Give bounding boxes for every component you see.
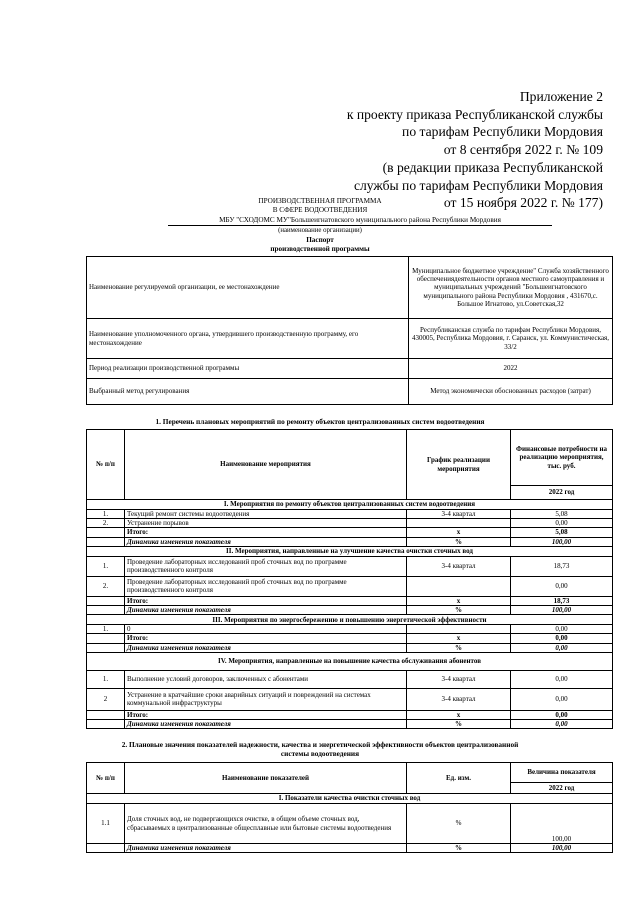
dynamics-value: 0,00	[511, 720, 613, 729]
passport-label: Выбранный метод регулирования	[87, 379, 409, 405]
passport-row	[87, 319, 613, 359]
total-x: х	[407, 710, 511, 719]
passport-value: Муниципальное бюджетное учреждение" Служба хозяйственного обеспечениядеятельности органов местного самоуправления и муниципальных учреждений "Большеигнатовского муниципального района Республики Мордовия , 431670,с. Большое Игнатово, ул.Советская,32	[409, 257, 613, 319]
group-title-row	[87, 500, 613, 510]
group-title-row	[87, 794, 613, 804]
col-unit-header: Ед. изм.	[407, 763, 511, 794]
indicators-table	[86, 762, 613, 853]
dynamics-value: 100,00	[511, 537, 613, 546]
header-line: (в редакции приказа Республиканской	[382, 159, 603, 175]
row-schedule: 3-4 квартал	[407, 556, 511, 576]
dynamics-row	[87, 844, 613, 853]
dynamics-row	[87, 537, 613, 546]
passport-row	[87, 257, 613, 319]
row-unit: %	[407, 804, 511, 844]
total-label: Итого:	[125, 596, 407, 605]
passport-row	[87, 379, 613, 405]
row-schedule	[407, 576, 511, 596]
table-row	[87, 804, 613, 844]
group-title: III. Мероприятия по энергосбережению и повышению энергетической эффективности	[87, 615, 613, 625]
row-schedule: 3-4 квартал	[407, 688, 511, 710]
passport-title: Паспорт	[306, 236, 334, 244]
row-num: 1.	[87, 510, 125, 519]
total-x: х	[407, 596, 511, 605]
group-title-row	[87, 652, 613, 670]
group-title-row	[87, 546, 613, 556]
total-x: х	[407, 634, 511, 643]
row-schedule: 3-4 квартал	[407, 670, 511, 688]
row-value: 0,00	[511, 625, 613, 634]
table-row	[87, 688, 613, 710]
row-value: 18,73	[511, 556, 613, 576]
header-line: от 8 сентября 2022 г. № 109	[443, 142, 603, 158]
appendix-header	[273, 88, 603, 212]
total-row	[87, 596, 613, 605]
dynamics-unit: %	[407, 720, 511, 729]
dynamics-unit: %	[407, 537, 511, 546]
passport-value: 2022	[409, 359, 613, 379]
passport-value: Республиканская служба по тарифам Республики Мордовия, 430005, Республика Мордовия, г. Саранск, ул. Коммунистическая, 33/2	[409, 319, 613, 359]
col-year-header: 2022 год	[511, 783, 613, 794]
passport-value: Метод экономически обоснованных расходов (затрат)	[409, 379, 613, 405]
table-row	[87, 670, 613, 688]
program-title: ПРОИЗВОДСТВЕННАЯ ПРОГРАММА	[258, 197, 382, 205]
col-name-header: Наименование показателей	[125, 763, 407, 794]
col-finance-header: Финансовые потребности на реализацию мероприятия, тыс. руб.	[511, 430, 613, 486]
total-row	[87, 528, 613, 537]
dynamics-value: 0,00	[511, 643, 613, 652]
table-row	[87, 510, 613, 519]
total-value: 18,73	[511, 596, 613, 605]
dynamics-label: Динамика изменения показателя	[125, 606, 407, 615]
col-num-header: № п/п	[87, 430, 125, 500]
row-num: 1.	[87, 556, 125, 576]
group-title: I. Мероприятия по ремонту объектов централизованных систем водоотведения	[87, 500, 613, 510]
total-x: х	[407, 528, 511, 537]
row-num: 1.	[87, 625, 125, 634]
table-row	[87, 556, 613, 576]
passport-subtitle: производственной программы	[270, 245, 370, 253]
passport-label: Наименование уполномоченного органа, утвердившего производственную программу, его местонахождение	[87, 319, 409, 359]
total-row	[87, 710, 613, 719]
dynamics-unit: %	[407, 606, 511, 615]
program-subtitle: В СФЕРЕ ВОДООТВЕДЕНИЯ	[272, 206, 368, 214]
total-value: 0,00	[511, 634, 613, 643]
total-label: Итого:	[125, 528, 407, 537]
org-name: МБУ "СХОДОМС МУ"Большеигнатовского муниципального района Республики Мордовия	[168, 216, 552, 226]
passport-label: Период реализации производственной программы	[87, 359, 409, 379]
row-num: 2.	[87, 576, 125, 596]
dynamics-unit: %	[407, 643, 511, 652]
row-num: 1.1	[87, 804, 125, 844]
row-name: Проведение лабораторных исследований проб сточных вод по программе производственного контроля	[125, 556, 407, 576]
group-title: I. Показатели качества очистки сточных вод	[87, 794, 613, 804]
dynamics-label: Динамика изменения показателя	[125, 643, 407, 652]
section2-title: 2. Плановые значения показателей надежности, качества и энергетической эффективности объектов централизованной	[121, 740, 519, 749]
total-value: 5,08	[511, 528, 613, 537]
row-schedule	[407, 519, 511, 528]
total-label: Итого:	[125, 634, 407, 643]
row-value: 0,00	[511, 519, 613, 528]
dynamics-value: 100,00	[511, 844, 613, 853]
dynamics-row	[87, 720, 613, 729]
row-name: Устранение порывов	[125, 519, 407, 528]
activities-table	[86, 429, 613, 729]
col-schedule-header: График реализации мероприятия	[407, 430, 511, 500]
table-header-row	[87, 430, 613, 486]
row-name: 0	[125, 625, 407, 634]
dynamics-row	[87, 643, 613, 652]
row-value: 0,00	[511, 688, 613, 710]
header-line: Приложение 2	[519, 89, 603, 104]
group-title: II. Мероприятия, направленные на улучшение качества очистки сточных вод	[87, 546, 613, 556]
total-label: Итого:	[125, 710, 407, 719]
passport-label: Наименование регулируемой организации, ее местонахождение	[87, 257, 409, 319]
dynamics-value: 100,00	[511, 606, 613, 615]
row-name: Устранение в кратчайшие сроки аварийных ситуаций и повреждений на системах коммунальной инфраструктуры	[125, 688, 407, 710]
col-year-header: 2022 год	[511, 486, 613, 500]
dynamics-label: Динамика изменения показателя	[125, 844, 407, 853]
row-schedule	[407, 625, 511, 634]
col-value-header: Величина показателя	[511, 763, 613, 783]
col-num-header: № п/п	[87, 763, 125, 794]
dynamics-label: Динамика изменения показателя	[125, 720, 407, 729]
dynamics-unit: %	[407, 844, 511, 853]
total-row	[87, 634, 613, 643]
table-header-row	[87, 763, 613, 783]
passport-table	[86, 256, 613, 405]
passport-row	[87, 359, 613, 379]
col-name-header: Наименование мероприятия	[125, 430, 407, 500]
row-num: 2.	[87, 519, 125, 528]
row-schedule: 3-4 квартал	[407, 510, 511, 519]
row-num: 2	[87, 688, 125, 710]
row-value: 100,00	[511, 804, 613, 844]
row-value: 0,00	[511, 576, 613, 596]
dynamics-row	[87, 606, 613, 615]
header-line: от 15 ноября 2022 г. № 177)	[443, 195, 603, 211]
section2-subtitle: системы водоотведения	[280, 749, 360, 758]
header-line: к проекту приказа Республиканской службы	[346, 106, 603, 122]
total-value: 0,00	[511, 710, 613, 719]
row-name: Доля сточных вод, не подвергающихся очистке, в общем объеме сточных вод, сбрасываемых в централизованные общесплавные или бытовые системы водоотведения	[125, 804, 407, 844]
org-note: (наименование организации)	[278, 227, 362, 234]
table-row	[87, 576, 613, 596]
row-num: 1.	[87, 670, 125, 688]
table-row	[87, 625, 613, 634]
row-name: Проведение лабораторных исследований проб сточных вод по программе производственного контроля	[125, 576, 407, 596]
section1-title: 1. Перечень плановых мероприятий по ремонту объектов централизованных систем водоотведения	[155, 417, 485, 426]
row-name: Выполнение условий договоров, заключенных с абонентами	[125, 670, 407, 688]
header-line: службы по тарифам Республики Мордовия	[353, 177, 603, 193]
group-title-row	[87, 615, 613, 625]
row-name: Текущий ремонт системы водоотведения	[125, 510, 407, 519]
row-value: 0,00	[511, 670, 613, 688]
header-line: по тарифам Республики Мордовия	[402, 124, 603, 140]
group-title: IV. Мероприятия, направленные на повышение качества обслуживания абонентов	[87, 652, 613, 670]
dynamics-label: Динамика изменения показателя	[125, 537, 407, 546]
table-row	[87, 519, 613, 528]
row-value: 5,08	[511, 510, 613, 519]
